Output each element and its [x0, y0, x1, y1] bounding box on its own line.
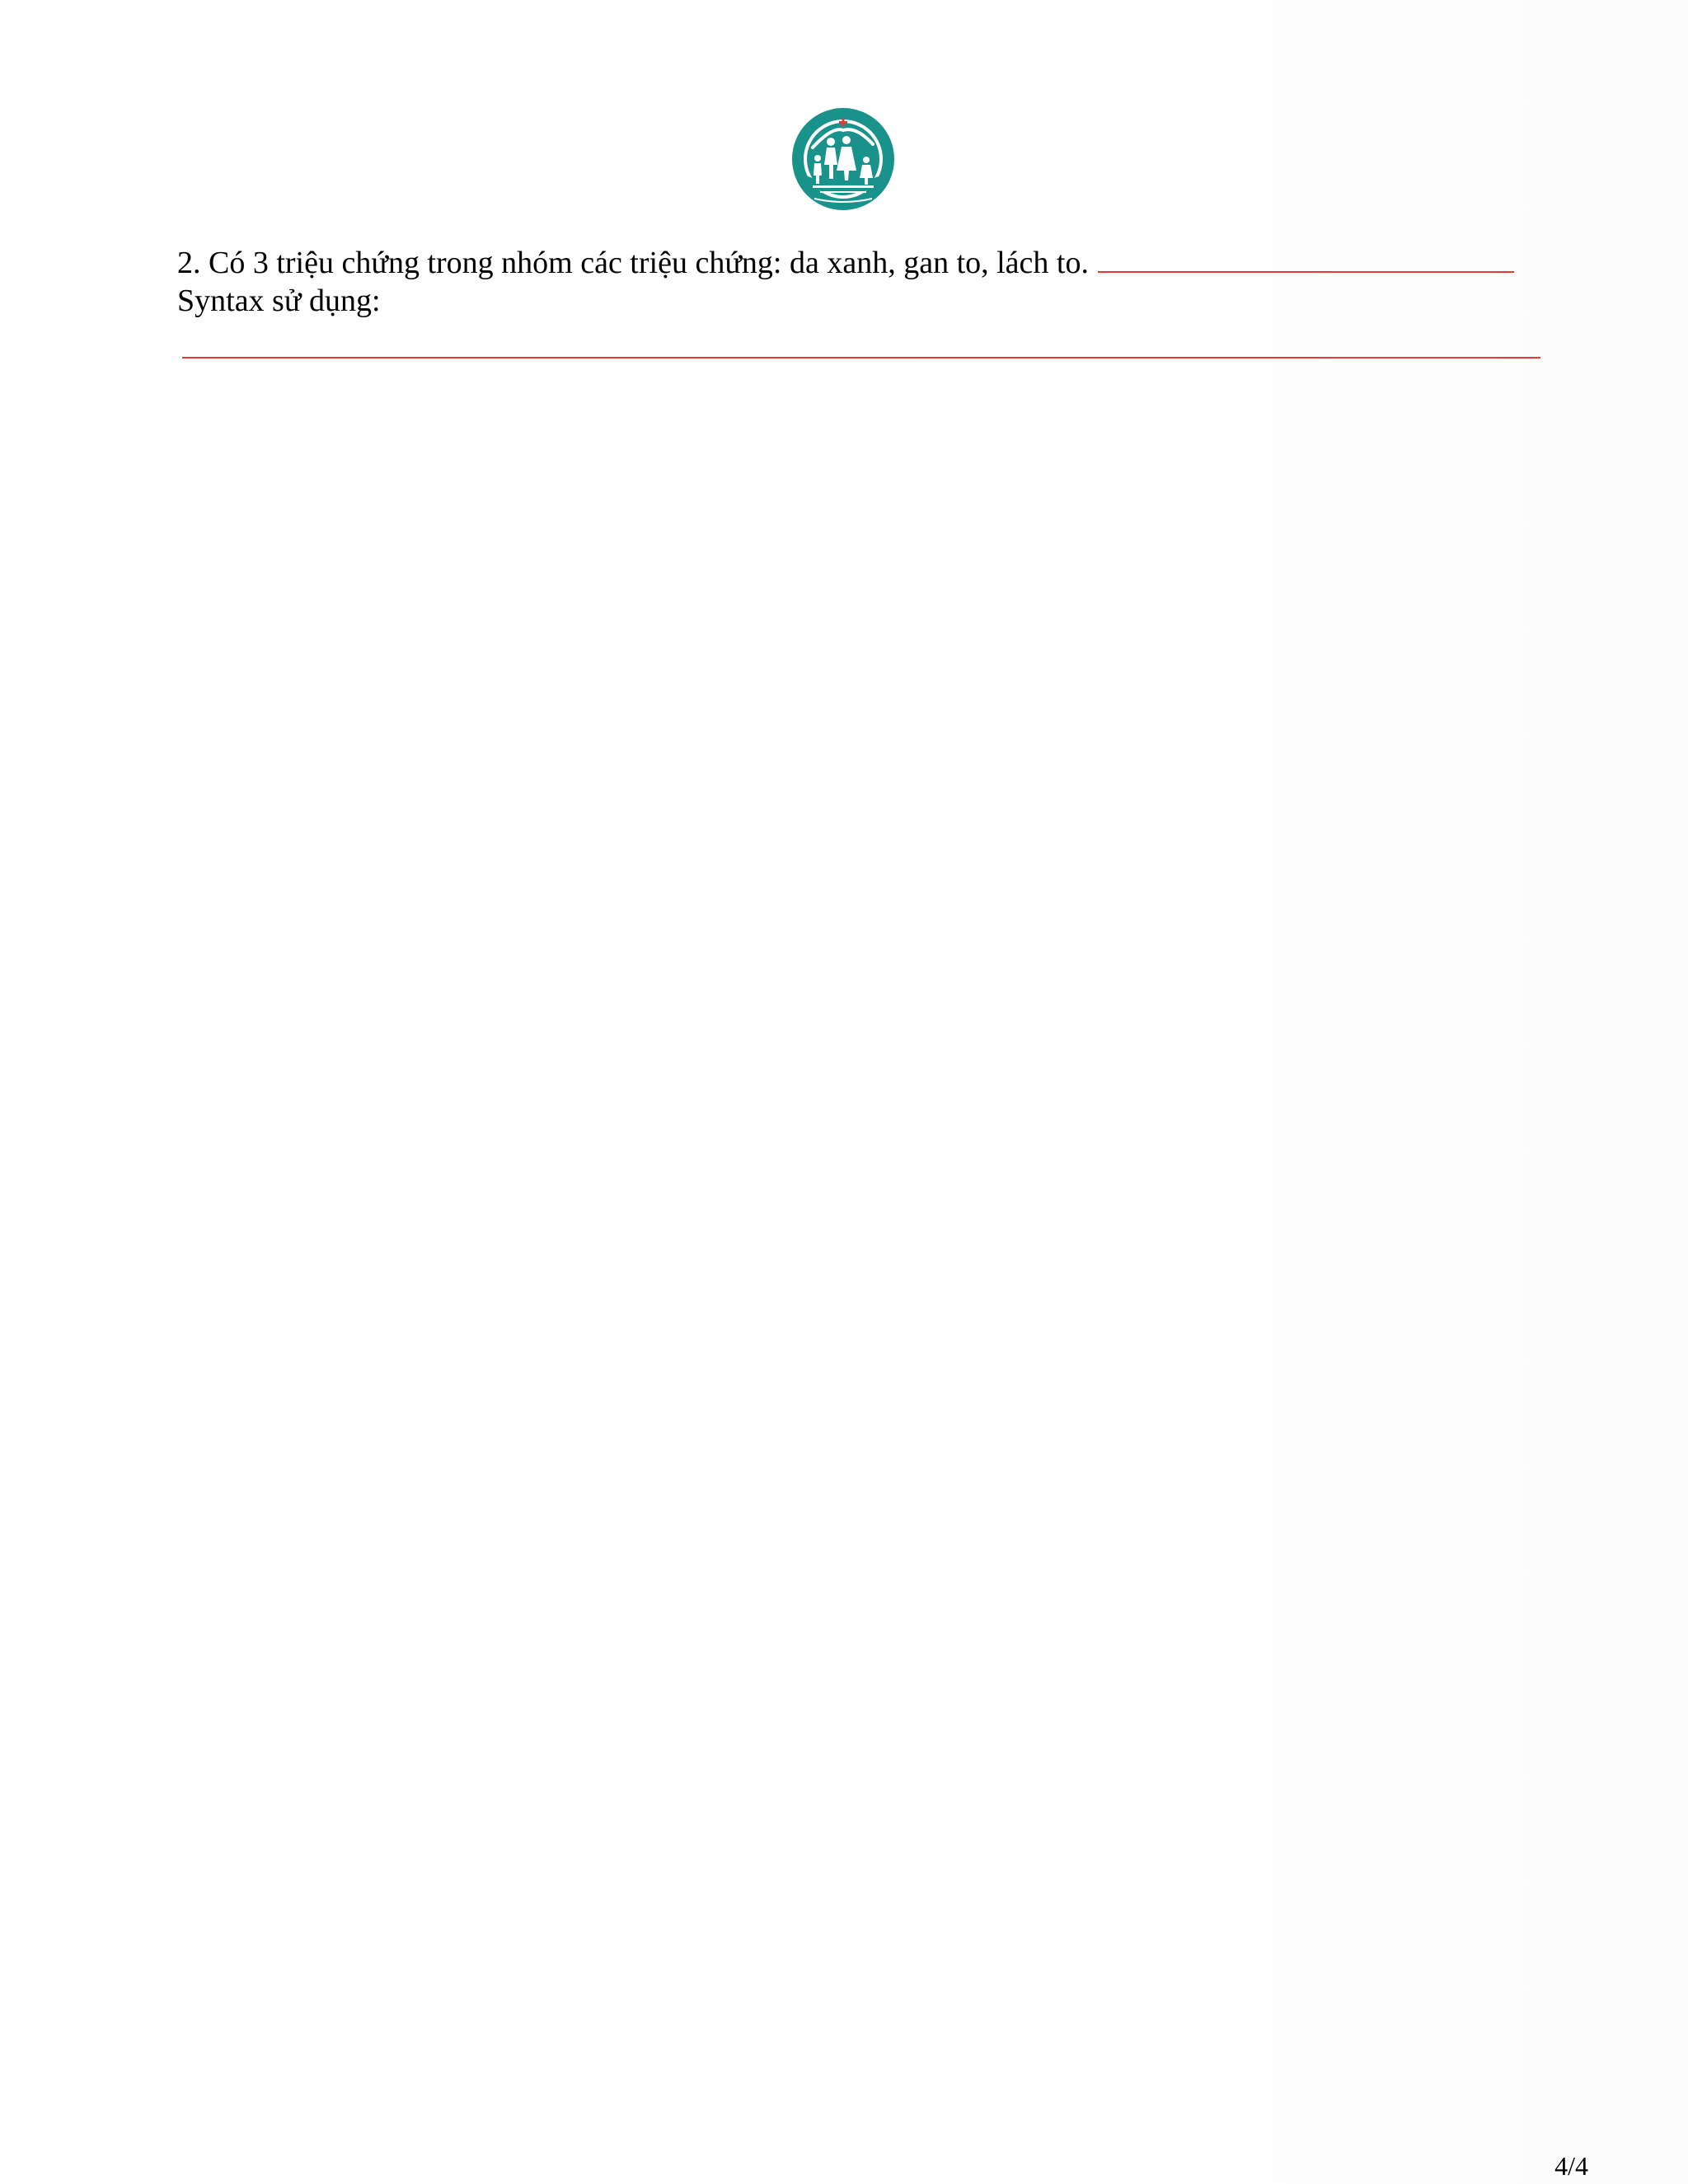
- syntax-label: Syntax sử dụng:: [177, 284, 381, 318]
- question-line: [177, 244, 1514, 282]
- syntax-answer-line[interactable]: [182, 357, 1540, 359]
- faculty-logo: [787, 103, 899, 215]
- page-number: 4/4: [1554, 2151, 1588, 2181]
- faculty-logo-icon: [787, 103, 899, 215]
- question-text: 2. Có 3 triệu chứng trong nhóm các triệu chứng: da xanh, gan to, lách to.: [177, 246, 1089, 280]
- question-answer-blank[interactable]: [1098, 270, 1514, 273]
